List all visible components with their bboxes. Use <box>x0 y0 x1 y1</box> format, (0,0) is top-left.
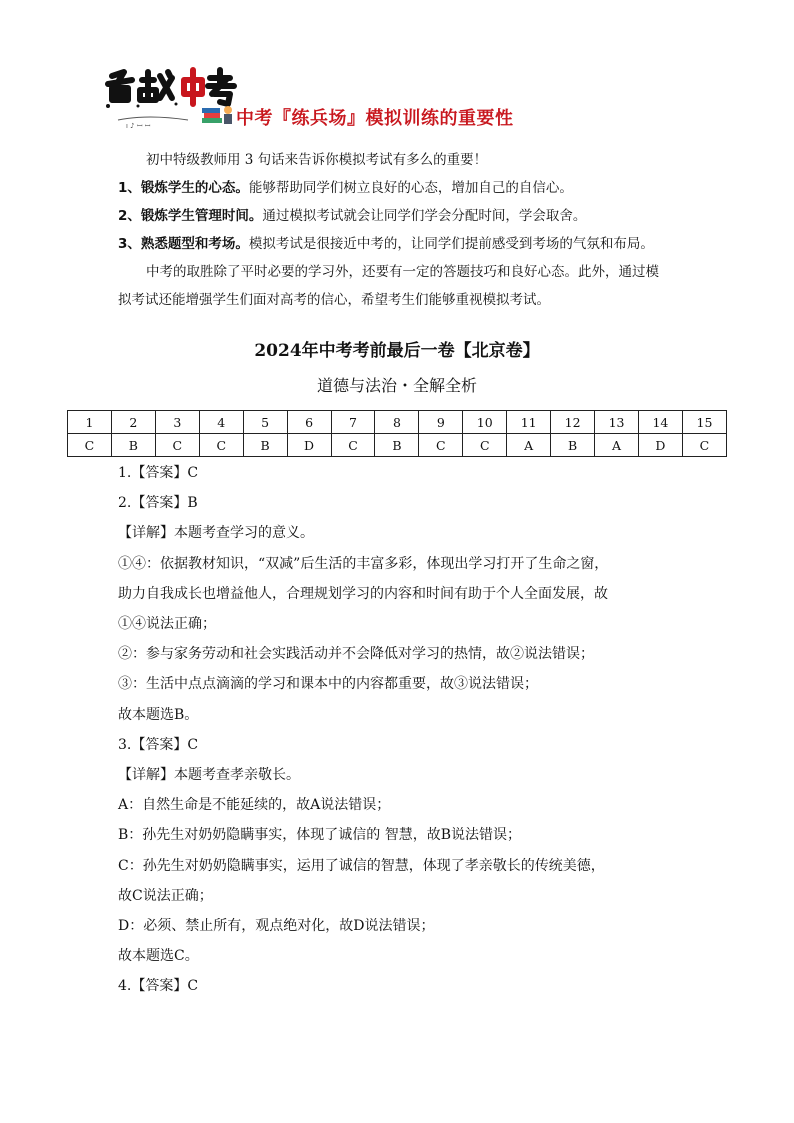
body-line: ③：生活中点点滴滴的学习和课本中的内容都重要，故③说法错误； <box>118 676 538 693</box>
explanation-section <box>118 458 688 1002</box>
question-number-cell: 12 <box>551 411 595 434</box>
answer-cell: C <box>331 434 375 457</box>
document-title: 2024年中考考前最后一卷【北京卷】 <box>254 341 540 361</box>
answer-cell: B <box>111 434 155 457</box>
question-number-cell: 9 <box>419 411 463 434</box>
intro-point-label: 2、锻炼学生管理时间。 <box>118 208 263 224</box>
intro-section <box>118 146 678 314</box>
intro-point-text: 能够帮助同学们树立良好的心态，增加自己的自信心。 <box>248 180 573 196</box>
answer-cell: C <box>155 434 199 457</box>
answer-row <box>68 434 727 457</box>
intro-closing-line: 中考的取胜除了平时必要的学习外，还要有一定的答题技巧和良好心态。此外，通过模 <box>146 264 659 280</box>
body-line: 故本题选C。 <box>118 948 199 965</box>
body-line: 【详解】本题考查学习的意义。 <box>118 525 314 542</box>
answer-cell: D <box>638 434 682 457</box>
document-subtitle: 道德与法治・全解全析 <box>316 376 477 395</box>
banner-title: 中考『练兵场』模拟训练的重要性 <box>236 108 514 129</box>
body-line: 助力自我成长也增益他人，合理规划学习的内容和时间有助于个人全面发展，故 <box>118 585 608 602</box>
question-number-cell: 10 <box>463 411 507 434</box>
body-line: C：孙先生对奶奶隐瞒事实，运用了诚信的智慧，体现了孝亲敬长的传统美德， <box>118 857 605 874</box>
body-line: 【详解】本题考查孝亲敬长。 <box>118 767 300 784</box>
intro-point-2 <box>118 202 678 230</box>
answer-cell: C <box>463 434 507 457</box>
body-line: 1.【答案】C <box>118 465 199 481</box>
answer-cell: B <box>243 434 287 457</box>
body-line: B：孙先生对奶奶隐瞒事实，体现了诚信的 智慧，故B说法错误； <box>118 827 522 844</box>
answer-cell: A <box>595 434 639 457</box>
question-number-cell: 7 <box>331 411 375 434</box>
intro-point-3 <box>118 230 678 258</box>
intro-lead: 初中特级教师用 3 句话来告诉你模拟考试有多么的重要！ <box>146 152 488 168</box>
answer-cell: A <box>507 434 551 457</box>
intro-point-label: 1、锻炼学生的心态。 <box>118 180 249 196</box>
answer-cell: B <box>551 434 595 457</box>
intro-point-text: 通过模拟考试就会让同学们学会分配时间，学会取舍。 <box>262 208 587 224</box>
body-line: D：必须、禁止所有，观点绝对化，故D说法错误； <box>118 918 435 935</box>
answer-cell: C <box>682 434 726 457</box>
body-line: 故本题选B。 <box>118 706 199 723</box>
bei-zhan-zhong-kao-logo <box>98 66 258 130</box>
question-number-cell: 6 <box>287 411 331 434</box>
body-line: A：自然生命是不能延续的，故A说法错误； <box>118 797 391 814</box>
answer-key-table <box>67 410 727 457</box>
body-line: ②：参与家务劳动和社会实践活动并不会降低对学习的热情，故②说法错误； <box>118 646 594 663</box>
question-number-cell: 3 <box>155 411 199 434</box>
intro-point-text: 模拟考试是很接近中考的，让同学们提前感受到考场的气氛和布局。 <box>248 236 654 252</box>
intro-point-label: 3、熟悉题型和考场。 <box>118 236 249 252</box>
question-number-cell: 2 <box>111 411 155 434</box>
question-number-cell: 13 <box>595 411 639 434</box>
body-line: 4.【答案】C <box>118 978 199 995</box>
answer-cell: C <box>199 434 243 457</box>
intro-point-1 <box>118 174 678 202</box>
question-number-cell: 4 <box>199 411 243 434</box>
body-line: ①④：依据教材知识，“双减”后生活的丰富多彩，体现出学习打开了生命之窗， <box>118 555 609 572</box>
question-number-cell: 1 <box>68 411 112 434</box>
question-number-cell: 14 <box>638 411 682 434</box>
question-number-cell: 8 <box>375 411 419 434</box>
body-line: 2.【答案】B <box>118 495 198 512</box>
svg-text:ו ♪ ꟷ ꟷ: ו ♪ ꟷ ꟷ <box>126 122 151 130</box>
intro-closing-line: 拟考试还能增强学生们面对高考的信心，希望考生们能够重视模拟考试。 <box>118 292 550 308</box>
body-line: 故C说法正确； <box>118 887 213 904</box>
answer-cell: D <box>287 434 331 457</box>
body-line: 3.【答案】C <box>118 736 199 753</box>
question-number-cell: 11 <box>507 411 551 434</box>
question-number-cell: 15 <box>682 411 726 434</box>
answer-cell: C <box>68 434 112 457</box>
body-line: ①④说法正确； <box>118 616 216 633</box>
answer-cell: C <box>419 434 463 457</box>
question-number-row <box>68 411 727 434</box>
question-number-cell: 5 <box>243 411 287 434</box>
answer-cell: B <box>375 434 419 457</box>
